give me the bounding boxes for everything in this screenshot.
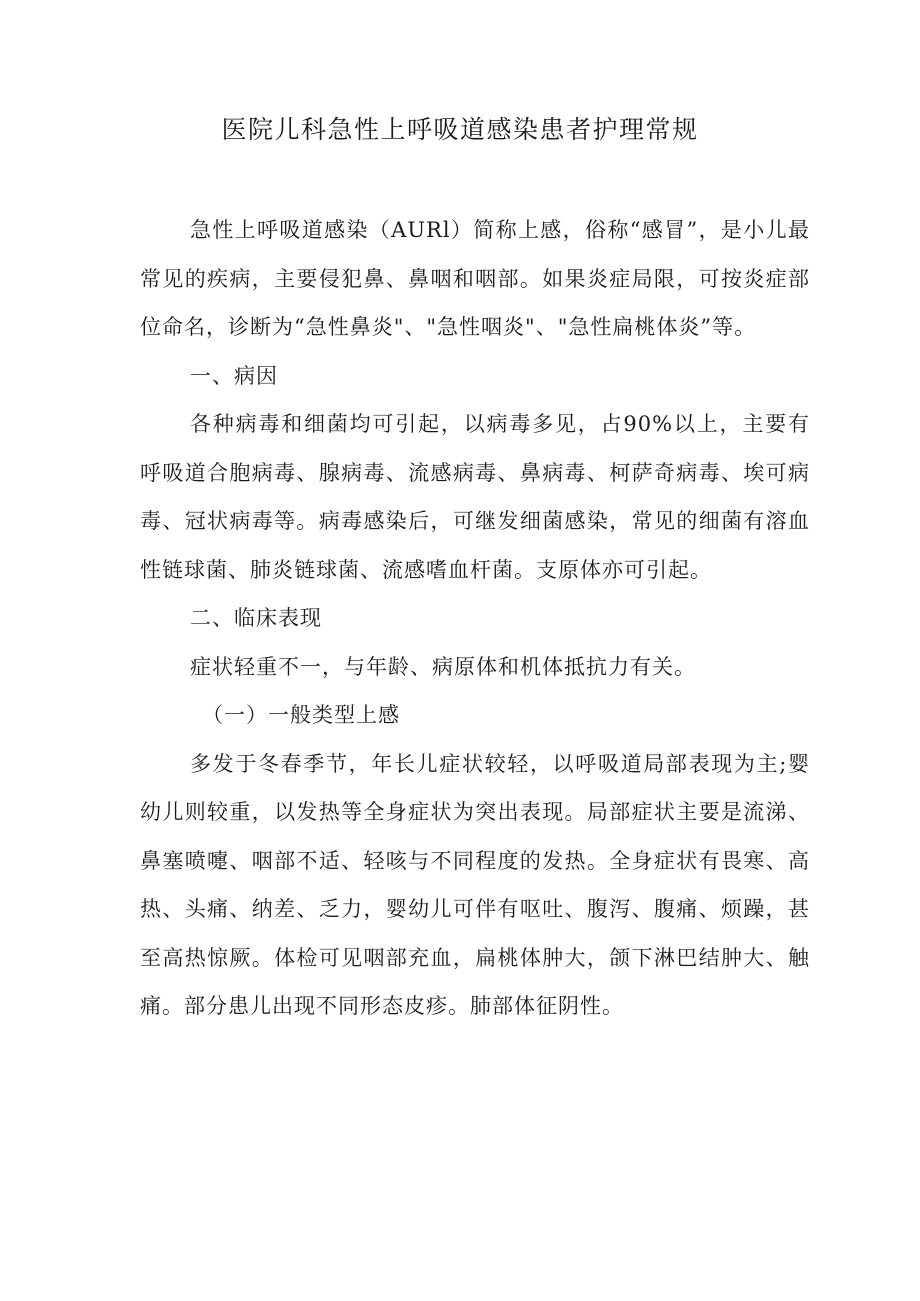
section-heading-etiology: 一、病因 [190,363,278,388]
clinical-paragraph: 症状轻重不一，与年龄、病原体和机体抵抗力有关。 [190,654,696,679]
etiology-paragraph: 各种病毒和细菌均可引起，以病毒多见，占90%以上，主要有呼吸道合胞病毒、腺病毒、流感病毒、鼻病毒、柯萨奇病毒、埃可病毒、冠状病毒等。病毒感染后，可继发细菌感染，常见的细菌有溶血性链球菌、肺炎链球菌、流感嗜血杆菌。支原体亦可引起。 [140,412,810,582]
subsection-heading-general-type: （一）一般类型上感 [202,703,400,727]
intro-paragraph: 急性上呼吸道感染（AURl）简称上感，俗称“感冒”，是小儿最常见的疾病，主要侵犯鼻、鼻咽和咽部。如果炎症局限，可按炎症部位命名，诊断为“急性鼻炎"、"急性咽炎"、"急性扁桃体炎”等。 [140,218,810,339]
section-heading-clinical: 二、临床表现 [190,606,322,630]
general-type-paragraph: 多发于冬春季节，年长儿症状较轻，以呼吸道局部表现为主;婴幼儿则较重，以发热等全身症状为突出表现。局部症状主要是流涕、鼻塞喷嚏、咽部不适、轻咳与不同程度的发热。全身症状有畏寒、高热、头痛、纳差、乏力，婴幼儿可伴有呕吐、腹泻、腹痛、烦躁，甚至高热惊厥。体检可见咽部充血，扁桃体肿大，颌下淋巴结肿大、触痛。部分患儿出现不同形态皮疹。肺部体征阴性。 [140,751,810,1018]
document-title: 医院儿科急性上呼吸道感染患者护理常规 [221,115,699,144]
document-body [140,206,810,1031]
